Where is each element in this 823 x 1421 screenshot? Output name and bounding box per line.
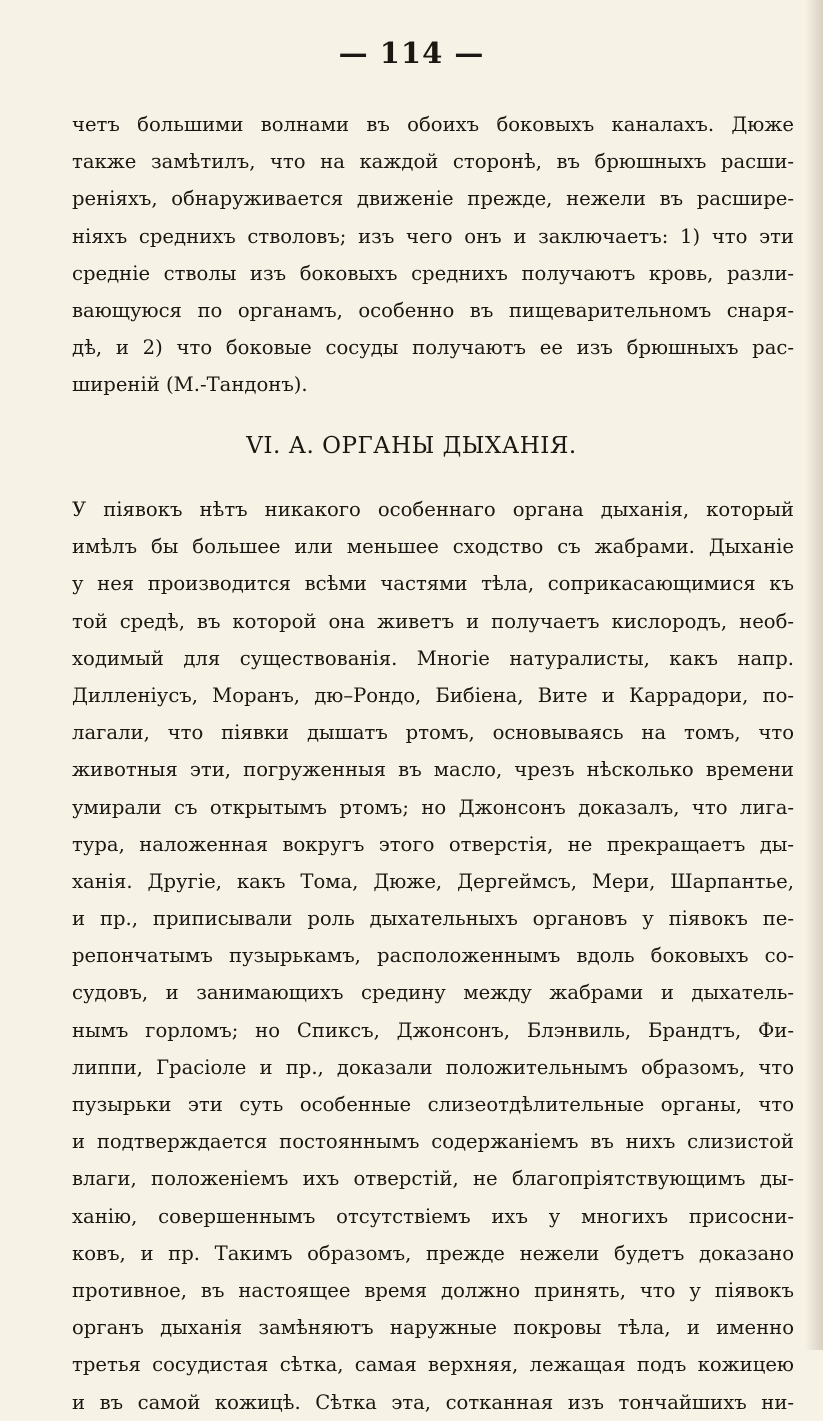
text-line: четъ большими волнами въ обоихъ боковыхъ каналахъ. Дюже — [72, 113, 794, 136]
text-line: ханія. Другіе, какъ Тома, Дюже, Дергеймсъ, Мери, Шарпантье, — [72, 869, 794, 893]
text-line: средніе стволы изъ боковыхъ среднихъ получаютъ кровь, разли- — [72, 261, 794, 285]
paragraph-continued — [72, 106, 794, 404]
text-line: дѣ, и 2) что боковые сосуды получаютъ ее изъ брюшныхъ рас- — [72, 336, 794, 360]
text-line: судовъ, и занимающихъ средину между жабрами и дыхатель- — [72, 981, 794, 1005]
text-line: ковъ, и пр. Такимъ образомъ, прежде нежели будетъ доказано — [72, 1241, 794, 1265]
text-line: ходимый для существованія. Многіе натуралисты, какъ напр. — [72, 646, 794, 670]
text-line: ширеній (М.-Тандонъ). — [72, 373, 308, 397]
text-line: Дилленіусъ, Моранъ, дю–Рондо, Бибіена, Вите и Каррадори, по- — [72, 683, 794, 707]
text-line: липпи, Грасіоле и пр., доказали положительнымъ образомъ, что — [72, 1055, 794, 1079]
text-line: и подтверждается постояннымъ содержаніемъ въ нихъ слизистой — [72, 1130, 794, 1154]
text-line: у нея производится всѣми частями тѣла, соприкасающимися къ — [72, 572, 794, 596]
text-line: реніяхъ, обнаруживается движеніе прежде, нежели въ расшире- — [72, 187, 794, 211]
text-line: и пр., приписывали роль дыхательныхъ органовъ у піявокъ пе- — [72, 907, 794, 931]
text-line: пузырьки эти суть особенные слизеотдѣлительные органы, что — [72, 1093, 794, 1116]
text-line: влаги, положеніемъ ихъ отверстій, не благопріятствующимъ ды- — [72, 1167, 794, 1191]
text-line: умирали съ открытымъ ртомъ; но Джонсонъ доказалъ, что лига- — [72, 795, 794, 819]
text-line: ніяхъ среднихъ стволовъ; изъ чего онъ и заключаетъ: 1) что эти — [72, 224, 794, 248]
text-line: ханію, совершеннымъ отсутствіемъ ихъ у многихъ присосни- — [72, 1204, 794, 1228]
text-line: репончатымъ пузырькамъ, расположеннымъ вдоль боковыхъ со- — [72, 944, 794, 968]
text-line: также замѣтилъ, что на каждой сторонѣ, въ брюшныхъ расши- — [72, 150, 794, 174]
page-edge-shadow — [805, 0, 823, 1350]
text-line: тура, наложенная вокругъ этого отверстія, не прекращаетъ ды- — [72, 832, 794, 856]
paragraph-respiration — [72, 491, 794, 1421]
text-line: третья сосудистая сѣтка, самая верхняя, лежащая подъ кожицею — [72, 1353, 794, 1377]
text-line: имѣлъ бы большее или меньшее сходство съ жабрами. Дыханіе — [72, 535, 794, 559]
text-line: вающуюся по органамъ, особенно въ пищеварительномъ снаря- — [72, 298, 794, 322]
page-number: — 114 — — [338, 36, 485, 70]
text-line: нымъ горломъ; но Спиксъ, Джонсонъ, Блэнвиль, Брандтъ, Фи- — [72, 1018, 794, 1042]
section-heading: VI. А. ОРГАНЫ ДЫХАНІЯ. — [246, 433, 577, 459]
text-line: органъ дыханія замѣняютъ наружные покровы тѣла, и именно — [72, 1316, 794, 1340]
text-line: той средѣ, въ которой она живетъ и получаетъ кислородъ, необ- — [72, 609, 794, 633]
text-line: и въ самой кожицѣ. Сѣтка эта, сотканная изъ тончайшихъ ни- — [72, 1390, 794, 1414]
text-line: противное, въ настоящее время должно принять, что у піявокъ — [72, 1278, 794, 1302]
text-line: лагали, что піявки дышатъ ртомъ, основываясь на томъ, что — [72, 721, 794, 745]
text-line: У піявокъ нѣтъ никакого особеннаго органа дыханія, который — [72, 498, 794, 521]
text-line: животныя эти, погруженныя въ масло, чрезъ нѣсколько времени — [72, 758, 794, 782]
